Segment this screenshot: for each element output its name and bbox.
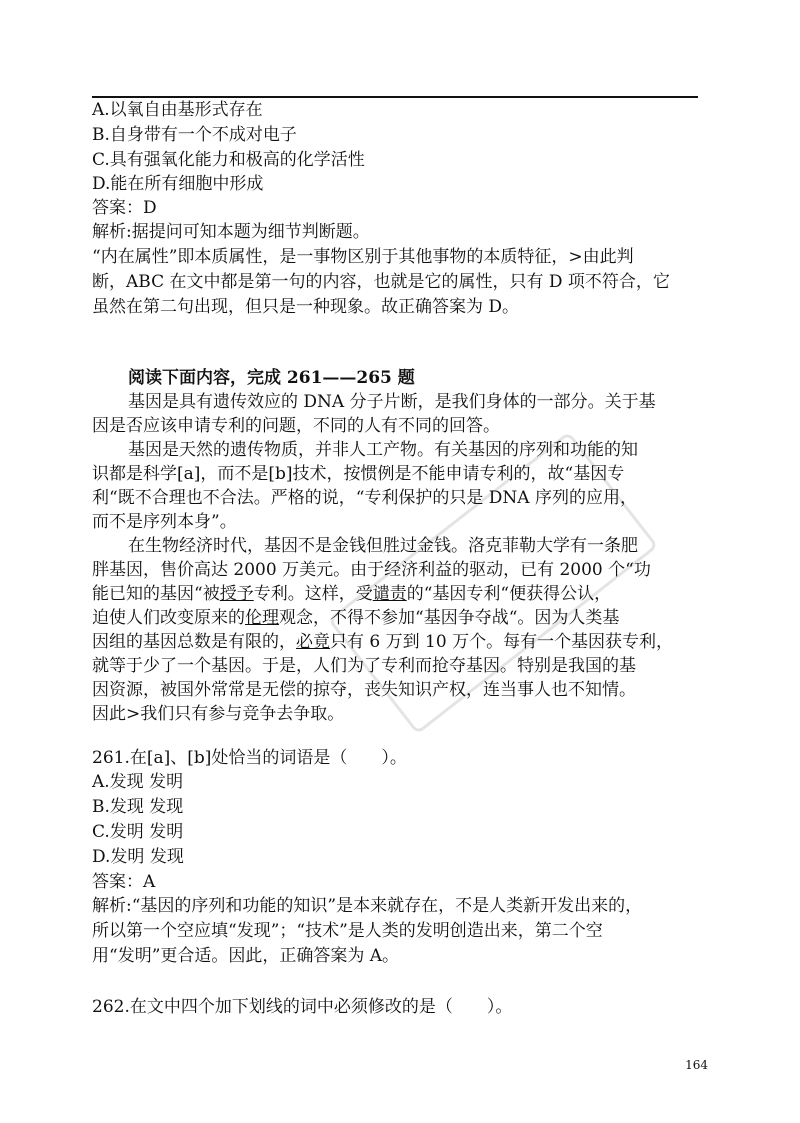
passage-line: 因此>我们只有参与竞争去争取。	[92, 704, 345, 724]
passage-line: 基因是具有遗传效应的 DNA 分子片断，是我们身体的一部分。关于基	[128, 392, 656, 412]
text-segment: 迫使人们改变原来的	[92, 608, 245, 628]
passage-line: 基因是天然的遗传物质，并非人工产物。有关基因的序列和功能的知	[128, 440, 638, 460]
analysis-line: 断，ABC 在文中都是第一句的内容，也就是它的属性，只有 D 项不符合，它	[92, 272, 670, 292]
passage-line: 在生物经济时代，基因不是金钱但胜过金钱。洛克菲勒大学有一条肥	[128, 536, 638, 556]
text-segment: 只有 6 万到 10 万个。每有一个基因获专利，	[330, 632, 674, 652]
option-b: B.自身带有一个不成对电子	[92, 125, 297, 145]
analysis-line: 解析:据提问可知本题为细节判断题。	[92, 222, 370, 242]
passage-line: 而不是序列本身”。	[92, 512, 237, 532]
text-segment: 能已知的基因“被	[92, 584, 220, 604]
option-a: A.以氧自由基形式存在	[92, 100, 263, 120]
passage-line: 就等于少了一个基因。于是，人们为了专利而抢夺基因。特别是我国的基	[92, 656, 636, 676]
passage-line: 识都是科学[a]，而不是[b]技术，按惯例是不能申请专利的，故“基因专	[92, 464, 625, 484]
page-number: 164	[685, 1058, 708, 1072]
underlined-word: 必竟	[296, 632, 330, 652]
underlined-word: 谴责	[372, 584, 407, 604]
text-segment: 观念，不得不参加“基因争夺战“。因为人类基	[279, 608, 620, 628]
analysis-line: “内在属性”即本质属性，是一事物区别于其他事物的本质特征，>由此判	[92, 247, 634, 267]
question-261-stem: 261.在[a]、[b]处恰当的词语是（ ）。	[92, 748, 407, 768]
analysis-line: 虽然在第二句出现，但只是一种现象。故正确答案为 D。	[92, 297, 520, 317]
passage-line: 因是否应该申请专利的问题，不同的人有不同的回答。	[92, 416, 500, 436]
text-segment: 专利。这样，受	[253, 584, 373, 604]
option-c: C.发明 发明	[92, 822, 184, 842]
passage-title: 阅读下面内容，完成 261——265 题	[128, 368, 415, 388]
analysis-line: 用“发明”更合适。因此，正确答案为 A。	[92, 946, 400, 966]
passage-line: 因资源，被国外常常是无偿的掠夺，丧失知识产权，连当事人也不知情。	[92, 680, 636, 700]
text-segment: 的“基因专利“便获得公认，	[406, 584, 612, 604]
answer-line: 答案：A	[92, 872, 156, 892]
analysis-line: 所以第一个空应填“发现”；“技术”是人类的发明创造出来，第二个空	[92, 921, 603, 941]
underlined-word: 授予	[219, 584, 254, 604]
option-d: D.发明 发现	[92, 847, 184, 867]
option-c: C.具有强氧化能力和极高的化学活性	[92, 150, 365, 170]
passage-line: 利“既不合理也不合法。严格的说，“专利保护的只是 DNA 序列的应用，	[92, 488, 637, 508]
underlined-word: 伦理	[245, 608, 279, 628]
text-segment: 因组的基因总数是有限的，	[92, 632, 296, 652]
answer-line: 答案：D	[92, 198, 157, 218]
question-262-stem: 262.在文中四个加下划线的词中必须修改的是（ ）。	[92, 997, 513, 1017]
option-d: D.能在所有细胞中形成	[92, 174, 264, 194]
passage-line: 胖基因，售价高达 2000 万美元。由于经济利益的驱动，已有 2000 个“功	[92, 560, 651, 580]
option-b: B.发现 发现	[92, 797, 184, 817]
option-a: A.发现 发明	[92, 772, 184, 792]
analysis-line: 解析:“基因的序列和功能的知识”是本来就存在，不是人类新开发出来的，	[92, 896, 643, 916]
